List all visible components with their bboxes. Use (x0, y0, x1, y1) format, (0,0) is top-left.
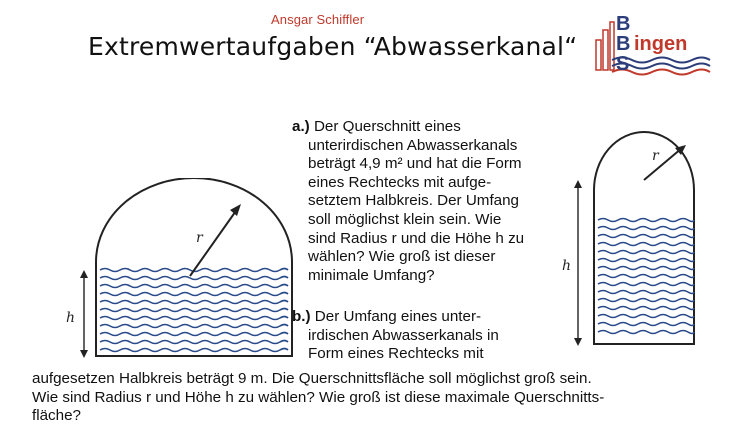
height-label: h (66, 310, 76, 326)
task-a-line-2: unterirdischen Abwasserkanals (308, 136, 518, 154)
height-label-tall: h (562, 258, 572, 274)
logo-letter-b1: B (616, 13, 631, 35)
logo-letter-b2: B (616, 33, 631, 55)
task-b-line-1: Der Umfang eines unter- (314, 308, 482, 325)
canal-figure-tall (560, 122, 696, 352)
task-a-line-5: setztem Halbkreis. Der Umfang (308, 192, 520, 210)
school-logo (594, 12, 712, 78)
task-b-label: b.) (292, 308, 311, 325)
task-b-line-4: aufgesetzen Halbkreis beträgt 9 m. Die Querschnittsfläche soll möglichst groß sein. (32, 370, 592, 387)
task-a-line-4: eines Rechtecks mit aufge- (308, 173, 492, 191)
task-b-text-top (292, 308, 542, 364)
task-a-line-9: minimale Umfang? (308, 266, 435, 284)
logo-letter-s: S (616, 53, 630, 75)
task-b-line-2: irdischen Abwasserkanals in (308, 326, 499, 344)
water-waves (100, 269, 288, 352)
task-a-line-3: beträgt 4,9 m² und hat die Form (308, 155, 522, 173)
task-a-line-1: Der Querschnitt eines (313, 118, 461, 135)
page-title: Extremwertaufgaben “Abwasserkanal“ (88, 32, 578, 61)
task-b-line-5: Wie sind Radius r und Höhe h zu wählen? Wie groß ist diese maximale Querschnitts- (32, 388, 605, 406)
author-name: Ansgar Schiffler (271, 12, 365, 27)
radius-label: r (196, 230, 203, 246)
canal-figure-wide (58, 178, 294, 360)
task-b-line-3: Form eines Rechtecks mit (308, 345, 484, 363)
task-a-line-8: wählen? Wie groß ist dieser (308, 248, 496, 266)
radius-label-tall: r (652, 148, 659, 164)
task-a-line-7: sind Radius r und die Höhe h zu (308, 229, 525, 247)
radius-arrow-tall (644, 148, 682, 180)
task-a-label: a.) (292, 118, 310, 135)
water-waves-tall (598, 219, 694, 334)
logo-word: ingen (634, 33, 688, 55)
task-a-text (292, 118, 542, 285)
task-a-line-6: soll möglichst klein sein. Wie (308, 210, 502, 228)
task-b-line-6: fläche? (32, 407, 81, 425)
task-b-text-bottom (32, 370, 722, 426)
